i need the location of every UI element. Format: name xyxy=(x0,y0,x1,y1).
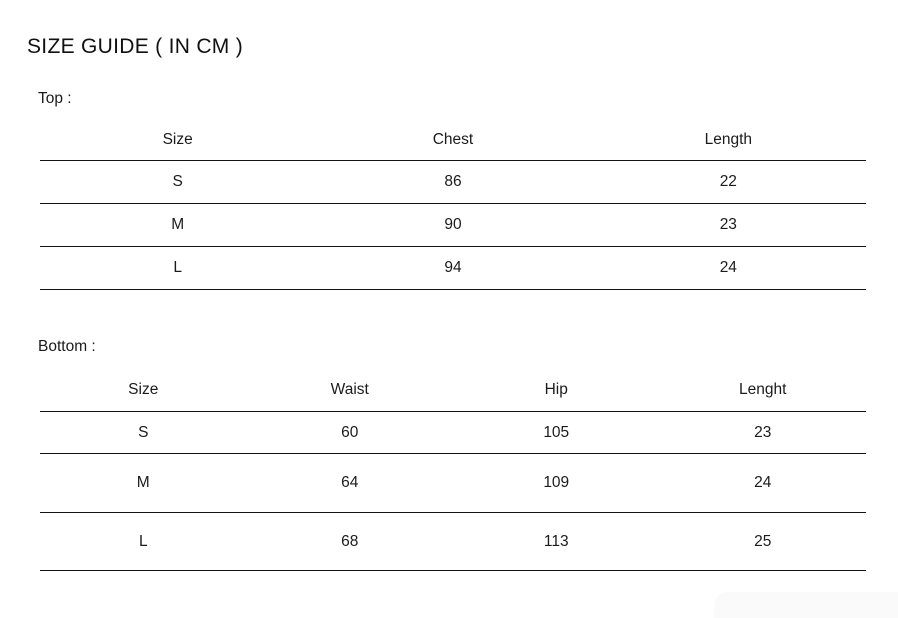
table-row xyxy=(40,454,866,513)
table-cell: 23 xyxy=(754,423,772,441)
table-cell: 86 xyxy=(444,173,462,190)
table-cell: 94 xyxy=(444,259,462,276)
table-cell: 60 xyxy=(341,423,359,441)
table-cell: 109 xyxy=(543,474,570,491)
table-cell: 90 xyxy=(444,216,462,233)
table-cell: 24 xyxy=(719,259,737,276)
table-row xyxy=(40,513,866,571)
bottom-column-header-lenght: Lenght xyxy=(739,380,787,398)
table-cell: 64 xyxy=(341,474,359,491)
top-section-label: Top : xyxy=(38,90,72,107)
table-cell: M xyxy=(136,474,150,491)
top-table-header-row xyxy=(40,120,866,161)
table-cell: 22 xyxy=(719,173,737,190)
bottom-size-table xyxy=(40,368,866,571)
table-row xyxy=(40,204,866,247)
top-column-header-length: Length xyxy=(704,131,753,148)
table-row xyxy=(40,247,866,290)
top-size-table xyxy=(40,120,866,290)
bottom-column-header-waist: Waist xyxy=(330,380,369,398)
page-title: SIZE GUIDE ( IN CM ) xyxy=(27,35,243,58)
table-cell: 23 xyxy=(719,216,737,233)
table-cell: 24 xyxy=(754,474,772,491)
table-cell: L xyxy=(138,532,148,550)
table-cell: M xyxy=(171,216,185,233)
table-cell: 25 xyxy=(754,532,772,550)
table-cell: 113 xyxy=(543,532,569,550)
bottom-table-header-row xyxy=(40,368,866,412)
top-column-header-chest: Chest xyxy=(432,131,474,148)
table-row xyxy=(40,412,866,454)
bottom-column-header-hip: Hip xyxy=(544,380,568,398)
table-cell: 68 xyxy=(341,532,359,550)
table-cell: L xyxy=(173,259,182,276)
table-row xyxy=(40,161,866,204)
top-column-header-size: Size xyxy=(162,131,193,148)
table-cell: S xyxy=(172,173,183,190)
table-cell: 105 xyxy=(543,423,570,441)
bottom-column-header-size: Size xyxy=(128,380,159,398)
bottom-right-widget[interactable] xyxy=(714,592,898,618)
bottom-section-label: Bottom : xyxy=(38,338,96,355)
table-cell: S xyxy=(138,423,149,441)
